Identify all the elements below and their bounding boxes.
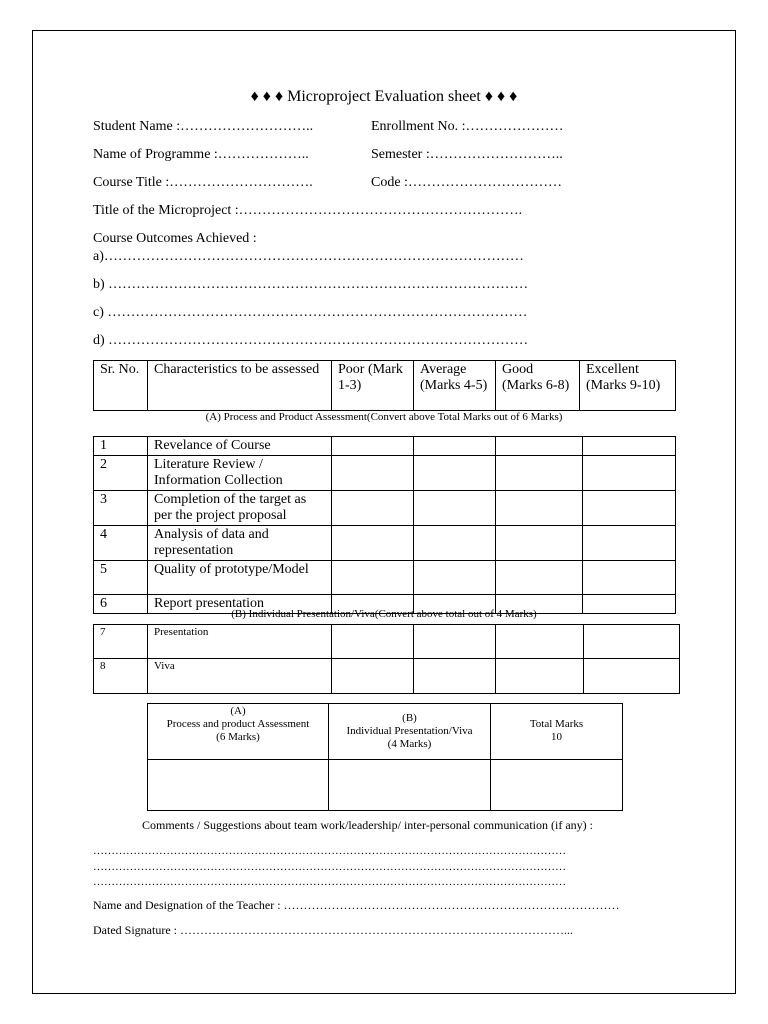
row-label: Revelance of Course — [148, 437, 332, 456]
mark-cell-excellent[interactable] — [583, 561, 676, 595]
mark-cell-poor[interactable] — [332, 491, 414, 526]
summary-total-value: 10 — [551, 731, 562, 743]
table-row — [94, 456, 676, 491]
comment-line[interactable]: ………………………………………………………………………………………………………………… — [93, 876, 566, 888]
row-label: Quality of prototype/Model — [148, 561, 332, 595]
row-label: Analysis of data and representation — [148, 526, 332, 561]
mark-cell-average[interactable] — [414, 526, 496, 561]
code-field[interactable]: Code :…………………………… — [371, 175, 562, 190]
row-number: 2 — [94, 456, 148, 491]
mark-cell-poor[interactable] — [332, 437, 414, 456]
outcomes-label: Course Outcomes Achieved : — [93, 231, 257, 246]
table-row — [94, 437, 676, 456]
summary-value-row — [148, 760, 623, 811]
summary-a-marks: (6 Marks) — [216, 731, 260, 743]
summary-total-header — [491, 704, 623, 760]
summary-a-header — [148, 704, 329, 760]
mark-cell-good[interactable] — [496, 659, 584, 694]
summary-total-label: Total Marks — [529, 718, 584, 730]
outcome-a-field[interactable]: a)……………………………………………………………………………… — [93, 249, 524, 264]
course-title-field[interactable]: Course Title :…………………………. — [93, 175, 313, 190]
dated-signature-field[interactable]: Dated Signature : ……………………………………………………………………………………... — [93, 923, 573, 937]
microproject-title-field[interactable]: Title of the Microproject :……………………………………………………. — [93, 203, 523, 218]
summary-a-tag: (A) — [230, 705, 246, 717]
mark-cell-average[interactable] — [414, 456, 496, 491]
outcome-c-field[interactable]: c) ……………………………………………………………………………… — [93, 305, 528, 320]
row-number: 3 — [94, 491, 148, 526]
table-row — [94, 561, 676, 595]
header-average: Average (Marks 4-5) — [414, 361, 496, 411]
row-label: Report presentation — [148, 595, 332, 614]
summary-header-row — [148, 704, 623, 760]
section-a-table — [93, 436, 676, 614]
table-row — [94, 491, 676, 526]
mark-cell-poor[interactable] — [332, 526, 414, 561]
row-label: Completion of the target as per the project proposal — [148, 491, 332, 526]
mark-cell-average[interactable] — [414, 437, 496, 456]
semester-field[interactable]: Semester :……………………….. — [371, 147, 563, 162]
summary-b-header — [329, 704, 491, 760]
comment-line[interactable]: ………………………………………………………………………………………………………………… — [93, 845, 566, 857]
row-number: 8 — [94, 659, 148, 694]
comments-label: Comments / Suggestions about team work/leadership/ inter-personal communication (if any) : — [142, 818, 593, 832]
header-characteristics: Characteristics to be assessed — [148, 361, 332, 411]
summary-b-tag: (B) — [402, 712, 417, 724]
section-b-table — [93, 624, 680, 694]
row-label: Presentation — [148, 625, 332, 659]
header-poor: Poor (Mark 1-3) — [332, 361, 414, 411]
mark-cell-average[interactable] — [414, 625, 496, 659]
mark-cell-poor[interactable] — [332, 625, 414, 659]
row-number: 7 — [94, 625, 148, 659]
mark-cell-good[interactable] — [496, 561, 583, 595]
summary-table — [147, 703, 623, 811]
mark-cell-excellent[interactable] — [583, 456, 676, 491]
rating-header-table — [93, 360, 676, 411]
mark-cell-good[interactable] — [496, 491, 583, 526]
mark-cell-poor[interactable] — [332, 561, 414, 595]
mark-cell-average[interactable] — [414, 491, 496, 526]
mark-cell-good[interactable] — [496, 625, 584, 659]
table-row — [94, 659, 680, 694]
mark-cell-average[interactable] — [414, 659, 496, 694]
programme-field[interactable]: Name of Programme :……………….. — [93, 147, 309, 162]
summary-a-label: Process and product Assessment — [166, 718, 310, 730]
row-number: 6 — [94, 595, 148, 614]
table-row — [94, 526, 676, 561]
outcome-d-field[interactable]: d) ……………………………………………………………………………… — [93, 333, 529, 348]
summary-b-value-cell[interactable] — [329, 760, 491, 811]
table-row — [94, 625, 680, 659]
mark-cell-excellent[interactable] — [583, 526, 676, 561]
summary-b-label: Individual Presentation/Viva — [346, 725, 473, 737]
header-row — [94, 361, 676, 411]
comment-line[interactable]: ………………………………………………………………………………………………………………… — [93, 861, 566, 873]
section-a-caption: (A) Process and Product Assessment(Convert above Total Marks out of 6 Marks) — [205, 411, 563, 423]
section-b-caption: (B) Individual Presentation/Viva(Convert above total out of 4 Marks) — [231, 608, 537, 620]
teacher-name-field[interactable]: Name and Designation of the Teacher : ………………………………………………………………………… — [93, 898, 620, 912]
header-sr-no: Sr. No. — [94, 361, 148, 411]
row-label: Viva — [148, 659, 332, 694]
summary-b-marks: (4 Marks) — [387, 738, 432, 750]
row-label: Literature Review / Information Collection — [148, 456, 332, 491]
mark-cell-good[interactable] — [496, 437, 583, 456]
mark-cell-excellent[interactable] — [583, 491, 676, 526]
mark-cell-good[interactable] — [496, 526, 583, 561]
summary-a-value-cell[interactable] — [148, 760, 329, 811]
mark-cell-excellent[interactable] — [584, 625, 680, 659]
student-name-field[interactable]: Student Name :……………………….. — [93, 119, 314, 134]
header-excellent: Excellent (Marks 9-10) — [580, 361, 676, 411]
page-title: ♦ ♦ ♦ Microproject Evaluation sheet ♦ ♦ ♦ — [250, 88, 518, 105]
mark-cell-average[interactable] — [414, 561, 496, 595]
mark-cell-good[interactable] — [496, 456, 583, 491]
row-number: 1 — [94, 437, 148, 456]
summary-total-value-cell[interactable] — [491, 760, 623, 811]
mark-cell-excellent[interactable] — [583, 437, 676, 456]
enrollment-field[interactable]: Enrollment No. :………………… — [371, 119, 564, 134]
mark-cell-poor[interactable] — [332, 456, 414, 491]
row-number: 5 — [94, 561, 148, 595]
mark-cell-excellent[interactable] — [584, 659, 680, 694]
header-good: Good (Marks 6-8) — [496, 361, 580, 411]
mark-cell-poor[interactable] — [332, 659, 414, 694]
outcome-b-field[interactable]: b) ……………………………………………………………………………… — [93, 277, 529, 292]
row-number: 4 — [94, 526, 148, 561]
